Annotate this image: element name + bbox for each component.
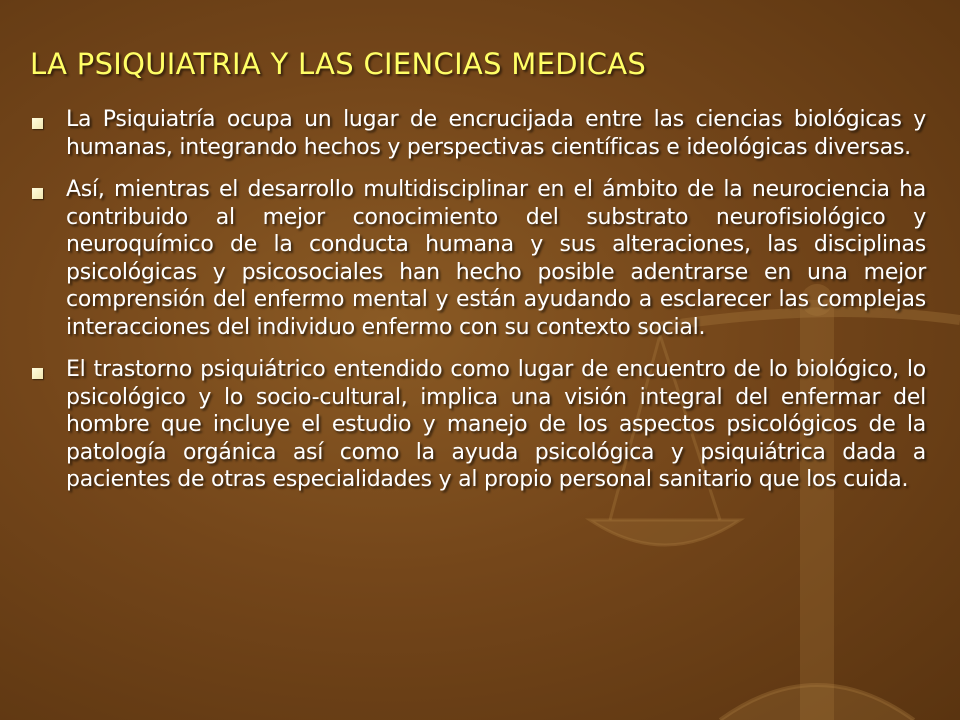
bullet-text: El trastorno psiquiátrico entendido como lugar de encuentro de lo biológico, lo psicológico y lo socio-cultural, implica una visión integral del enfermar del hombre que incluye el estudio y manejo de los aspectos psicológicos de la patología orgánica así como la ayuda psicológica y psiquiátrica dada a pacientes de otras especialidades y al propio personal sanitario que los cuida. <box>66 357 926 492</box>
bullet-item <box>30 356 926 494</box>
bullet-list <box>30 106 926 509</box>
bullet-text: Así, mientras el desarrollo multidisciplinar en el ámbito de la neurociencia ha contribuido al mejor conocimiento del substrato neurofisiológico y neuroquímico de la conducta humana y sus alteraciones, las disciplinas psicológicas y psicosociales han hecho posible adentrarse en una mejor comprensión del enfermo mental y están ayudando a esclarecer las complejas interacciones del individuo enfermo con su contexto social. <box>66 177 926 340</box>
square-bullet-icon <box>32 118 43 129</box>
bullet-item <box>30 106 926 161</box>
slide-title: LA PSIQUIATRIA Y LAS CIENCIAS MEDICAS <box>30 47 647 81</box>
bullet-text: La Psiquiatría ocupa un lugar de encrucijada entre las ciencias biológicas y humanas, integrando hechos y perspectivas científicas e ideológicas diversas. <box>66 107 926 160</box>
square-bullet-icon <box>32 368 43 379</box>
bullet-item <box>30 176 926 341</box>
square-bullet-icon <box>32 188 43 199</box>
